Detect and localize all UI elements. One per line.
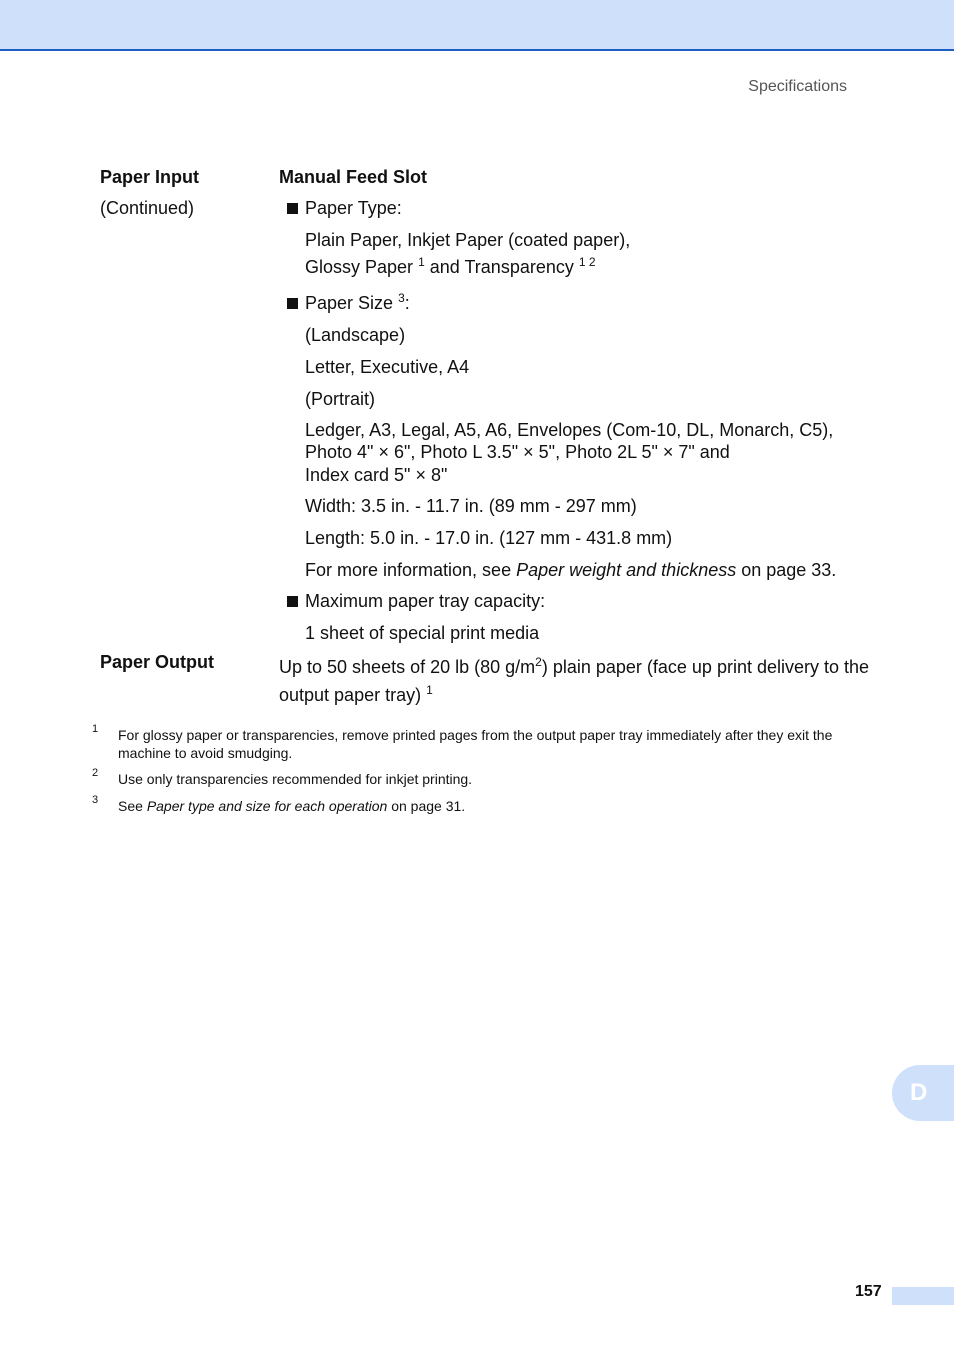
capacity-value: 1 sheet of special print media <box>305 623 540 643</box>
portrait-sizes-line: Ledger, A3, Legal, A5, A6, Envelopes (Com-10, DL, Monarch, C5), <box>305 420 834 440</box>
length-range: Length: 5.0 in. - 17.0 in. (127 mm - 431.8 mm) <box>305 528 673 548</box>
footnote-text: For glossy paper or transparencies, remove printed pages from the output paper tray immediately after they exit the <box>118 727 833 743</box>
running-header: Specifications <box>748 78 847 95</box>
footnote-text: Use only transparencies recommended for inkjet printing. <box>118 771 473 787</box>
header-band <box>0 0 954 51</box>
landscape-sizes: Letter, Executive, A4 <box>305 357 470 377</box>
paper-type-label: Paper Type: <box>305 198 402 218</box>
portrait-sizes-line: Photo 4" × 6", Photo L 3.5" × 5", Photo 2L 5" × 7" and <box>305 442 730 462</box>
paper-output-line: output paper tray) $^1$ <box>279 683 433 705</box>
portrait-sizes-line: Index card 5" × 8" <box>305 465 448 485</box>
page-number: 157 <box>855 1283 882 1300</box>
footnote-text: machine to avoid smudging. <box>118 745 293 761</box>
capacity-label: Maximum paper tray capacity: <box>305 591 546 611</box>
footnote-number: 3 <box>92 794 99 806</box>
paper-input-label: Paper Input <box>100 167 200 187</box>
paper-output-label: Paper Output <box>100 652 215 672</box>
continued-label: (Continued) <box>100 198 195 218</box>
portrait-label: (Portrait) <box>305 389 376 409</box>
width-range: Width: 3.5 in. - 11.7 in. (89 mm - 297 mm) <box>305 496 637 516</box>
paper-weight-link[interactable]: Paper weight and thickness <box>516 560 737 580</box>
paper-output-line: Up to 50 sheets of 20 lb (80 $g/m^2$) plain paper (face up print delivery to the <box>279 655 870 677</box>
landscape-label: (Landscape) <box>305 325 406 345</box>
paper-type-line: Plain Paper, Inkjet Paper (coated paper), <box>305 230 631 250</box>
page-number-bar <box>892 1287 954 1305</box>
paper-type-size-link[interactable]: Paper type and size for each operation <box>146 798 388 814</box>
footnote-text: See Paper type and size for each operation on page 31. <box>118 798 466 814</box>
paper-type-line: Glossy Paper $^1$ and Transparency $^{1 2}$ <box>305 255 596 277</box>
bullet-icon <box>287 298 298 309</box>
more-info: For more information, see Paper weight and thickness on page 33. <box>305 560 837 580</box>
bullet-icon <box>287 203 298 214</box>
bullet-icon <box>287 596 298 607</box>
footnote-number: 1 <box>92 723 99 735</box>
chapter-tab[interactable]: D <box>892 1065 954 1121</box>
paper-size-label: Paper Size $^3$: <box>305 291 410 313</box>
manual-feed-slot-heading: Manual Feed Slot <box>279 167 428 187</box>
footnote-number: 2 <box>92 767 99 779</box>
